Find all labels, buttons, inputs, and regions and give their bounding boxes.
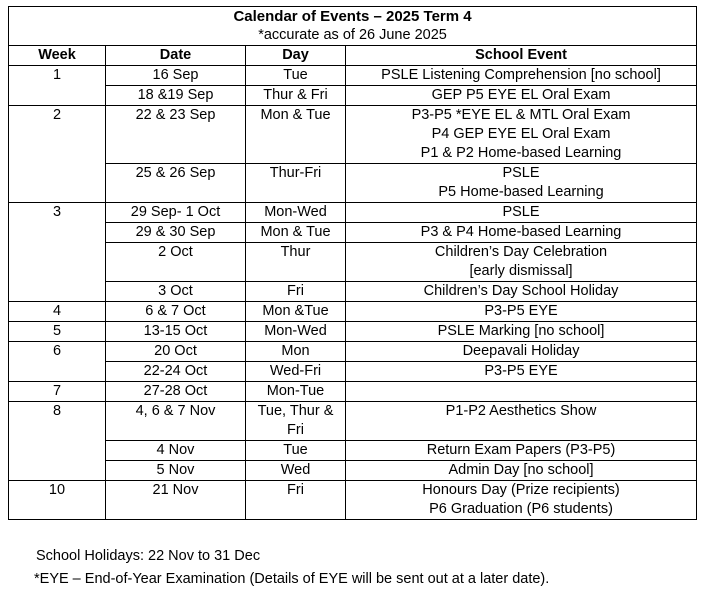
event-cell (346, 362, 697, 382)
date-cell: 20 Oct (106, 342, 246, 362)
week-cell (9, 86, 106, 106)
event-line: P3-P5 EYE (484, 363, 558, 379)
event-cell (346, 342, 697, 362)
day-cell: Fri (246, 481, 346, 520)
event-line: Children’s Day Celebration (434, 244, 608, 260)
event-cell (346, 66, 697, 86)
day-cell: Mon-Wed (246, 322, 346, 342)
table-row (9, 402, 697, 441)
event-line: P6 Graduation (P6 students) (429, 501, 613, 517)
table-row (9, 203, 697, 223)
day-cell: Tue, Thur & Fri (246, 402, 346, 441)
event-line: PSLE Marking [no school] (437, 323, 605, 339)
table-row (9, 282, 697, 302)
date-cell: 25 & 26 Sep (106, 164, 246, 203)
event-cell (346, 461, 697, 481)
event-cell (346, 322, 697, 342)
week-cell (9, 223, 106, 243)
table-row (9, 382, 697, 402)
date-cell: 22 & 23 Sep (106, 106, 246, 164)
day-cell: Mon & Tue (246, 106, 346, 164)
header-row (9, 46, 697, 66)
week-cell: 7 (9, 382, 106, 402)
week-cell (9, 282, 106, 302)
date-cell: 13-15 Oct (106, 322, 246, 342)
event-line: Return Exam Papers (P3-P5) (426, 442, 616, 458)
table-row (9, 362, 697, 382)
event-line: P5 Home-based Learning (438, 184, 604, 200)
event-cell (346, 223, 697, 243)
event-line: P1-P2 Aesthetics Show (445, 403, 597, 419)
date-cell: 4 Nov (106, 441, 246, 461)
week-cell: 4 (9, 302, 106, 322)
event-line: Deepavali Holiday (462, 343, 580, 359)
date-cell: 2 Oct (106, 243, 246, 282)
event-cell (346, 106, 697, 164)
week-cell (9, 441, 106, 461)
week-cell: 8 (9, 402, 106, 441)
date-cell: 29 & 30 Sep (106, 223, 246, 243)
day-cell: Mon-Wed (246, 203, 346, 223)
calendar-subtitle: *accurate as of 26 June 2025 (258, 27, 447, 43)
date-cell: 4, 6 & 7 Nov (106, 402, 246, 441)
event-cell (346, 282, 697, 302)
eye-footnote: *EYE – End-of-Year Examination (Details of EYE will be sent out at a later date). (34, 571, 550, 587)
table-row (9, 106, 697, 164)
day-cell: Thur (246, 243, 346, 282)
title-cell (9, 7, 697, 46)
week-cell (9, 164, 106, 203)
header-event: School Event (346, 46, 697, 66)
event-line: PSLE (502, 204, 540, 220)
day-cell: Mon-Tue (246, 382, 346, 402)
date-cell: 16 Sep (106, 66, 246, 86)
day-cell: Thur-Fri (246, 164, 346, 203)
events-table (8, 6, 697, 520)
table-row (9, 441, 697, 461)
table-row (9, 243, 697, 282)
table-row (9, 302, 697, 322)
event-line: Children’s Day School Holiday (423, 283, 619, 299)
event-line: GEP P5 EYE EL Oral Exam (431, 87, 611, 103)
event-line: P3 & P4 Home-based Learning (420, 224, 622, 240)
date-cell: 22-24 Oct (106, 362, 246, 382)
title-row (9, 7, 697, 46)
event-line: Honours Day (Prize recipients) (422, 482, 620, 498)
date-cell: 27-28 Oct (106, 382, 246, 402)
event-cell (346, 402, 697, 441)
table-row (9, 322, 697, 342)
event-line: [early dismissal] (469, 263, 573, 279)
day-cell: Fri (246, 282, 346, 302)
event-line: PSLE (502, 165, 540, 181)
event-cell (346, 203, 697, 223)
table-row (9, 86, 697, 106)
day-cell: Wed-Fri (246, 362, 346, 382)
event-line: P3-P5 *EYE EL & MTL Oral Exam (411, 107, 631, 123)
header-date: Date (106, 46, 246, 66)
date-cell: 29 Sep- 1 Oct (106, 203, 246, 223)
week-cell (9, 461, 106, 481)
event-line: PSLE Listening Comprehension [no school] (381, 67, 661, 83)
date-cell: 3 Oct (106, 282, 246, 302)
event-cell (346, 164, 697, 203)
date-cell: 6 & 7 Oct (106, 302, 246, 322)
day-cell: Tue (246, 66, 346, 86)
week-cell (9, 243, 106, 282)
week-cell (9, 362, 106, 382)
event-cell (346, 481, 697, 520)
table-row (9, 481, 697, 520)
event-cell (346, 382, 697, 402)
day-cell: Mon & Tue (246, 223, 346, 243)
event-cell (346, 302, 697, 322)
table-body (9, 66, 697, 520)
date-cell: 21 Nov (106, 481, 246, 520)
week-cell: 6 (9, 342, 106, 362)
date-cell: 5 Nov (106, 461, 246, 481)
event-line: P4 GEP EYE EL Oral Exam (431, 126, 611, 142)
day-cell: Wed (246, 461, 346, 481)
table-row (9, 342, 697, 362)
event-cell (346, 441, 697, 461)
date-cell: 18 &19 Sep (106, 86, 246, 106)
day-cell: Thur & Fri (246, 86, 346, 106)
week-cell: 5 (9, 322, 106, 342)
day-cell: Tue (246, 441, 346, 461)
day-cell: Mon (246, 342, 346, 362)
table-row (9, 461, 697, 481)
week-cell: 2 (9, 106, 106, 164)
header-day: Day (246, 46, 346, 66)
day-cell: Mon &Tue (246, 302, 346, 322)
event-line: P1 & P2 Home-based Learning (420, 145, 622, 161)
event-cell (346, 86, 697, 106)
week-cell: 10 (9, 481, 106, 520)
week-cell: 1 (9, 66, 106, 86)
event-line: P3-P5 EYE (484, 303, 558, 319)
table-row (9, 223, 697, 243)
table-row (9, 66, 697, 86)
week-cell: 3 (9, 203, 106, 223)
event-line: Admin Day [no school] (448, 462, 594, 478)
calendar-title: Calendar of Events – 2025 Term 4 (233, 8, 472, 25)
table-row (9, 164, 697, 203)
header-week: Week (9, 46, 106, 66)
school-holidays-note: School Holidays: 22 Nov to 31 Dec (36, 548, 261, 564)
event-cell (346, 243, 697, 282)
